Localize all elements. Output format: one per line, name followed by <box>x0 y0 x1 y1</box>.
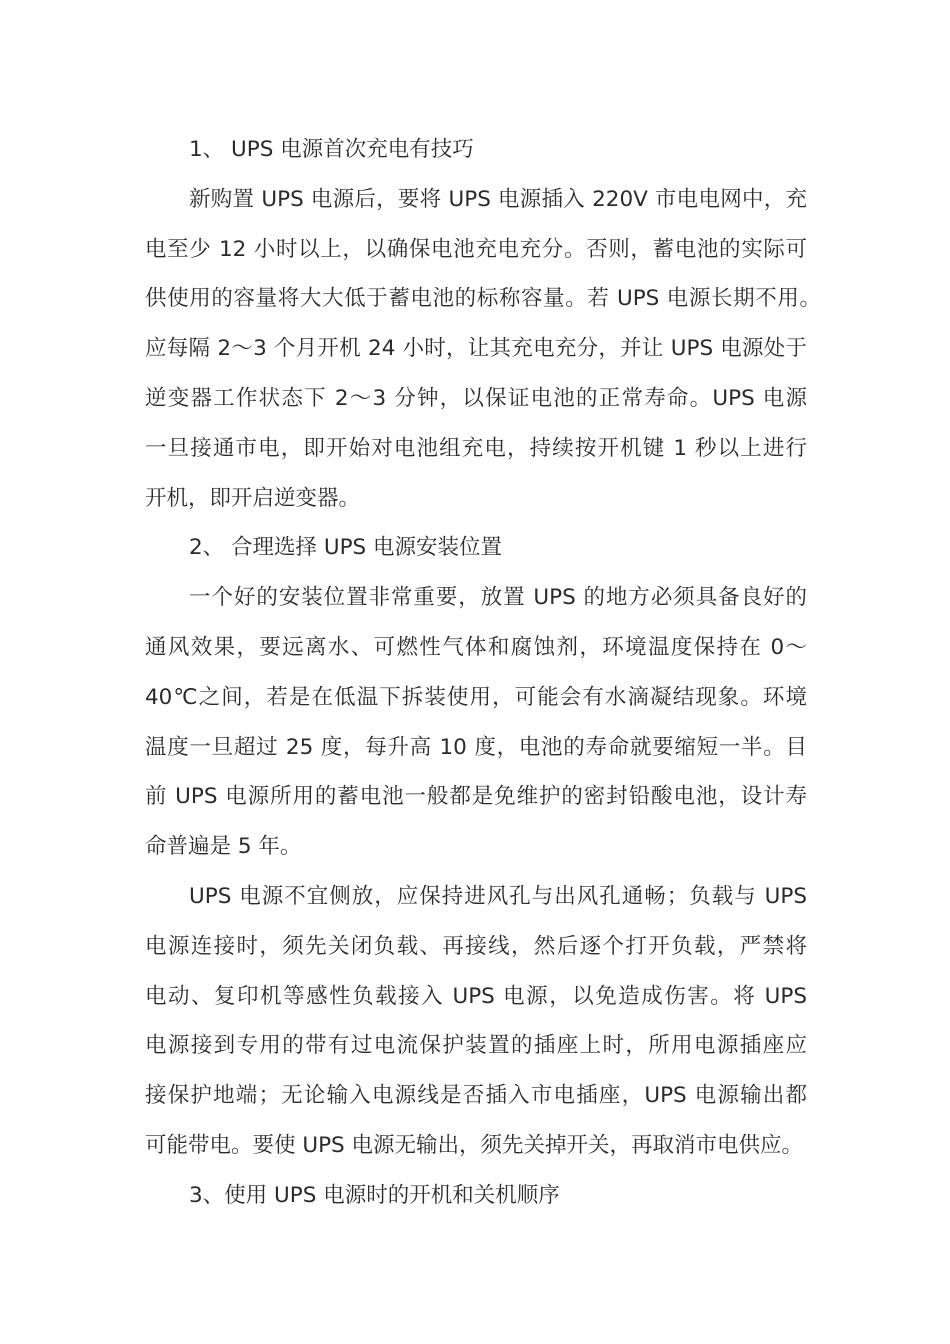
text-line: 通风效果，要远离水、可燃性气体和腐蚀剂，环境温度保持在 0～ <box>145 634 807 660</box>
text-line: 电源接到专用的带有过电流保护装置的插座上时，所用电源插座应 <box>145 1033 807 1059</box>
text-line: 3、使用 UPS 电源时的开机和关机顺序 <box>189 1182 560 1208</box>
text-line: 应每隔 2～3 个月开机 24 小时，让其充电充分，并让 UPS 电源处于 <box>145 336 807 362</box>
text-line: 电动、复印机等感性负载接入 UPS 电源，以免造成伤害。将 UPS <box>145 983 807 1009</box>
body-paragraph <box>145 175 821 524</box>
body-paragraph <box>145 872 807 1171</box>
document-page <box>145 125 821 1221</box>
section-heading <box>145 1171 807 1221</box>
text-line: 供使用的容量将大大低于蓄电池的标称容量。若 UPS 电源长期不用。 <box>145 286 821 312</box>
text-line: 电至少 12 小时以上，以确保电池充电充分。否则，蓄电池的实际可 <box>145 236 807 262</box>
text-line: 接保护地端；无论输入电源线是否插入市电插座，UPS 电源输出都 <box>145 1083 807 1109</box>
text-line: 2、 合理选择 UPS 电源安装位置 <box>189 535 503 561</box>
section-heading <box>145 523 807 573</box>
text-line: 40℃之间，若是在低温下拆装使用，可能会有水滴凝结现象。环境 <box>145 684 807 710</box>
text-line: UPS 电源不宜侧放，应保持进风孔与出风孔通畅；负载与 UPS <box>189 883 807 909</box>
text-line: 一个好的安装位置非常重要，放置 UPS 的地方必须具备良好的 <box>189 585 807 611</box>
text-line: 一旦接通市电，即开始对电池组充电，持续按开机键 1 秒以上进行 <box>145 435 807 461</box>
text-line: 温度一旦超过 25 度，每升高 10 度，电池的寿命就要缩短一半。目 <box>145 734 807 760</box>
text-line: 1、 UPS 电源首次充电有技巧 <box>189 137 474 162</box>
section-heading <box>145 125 807 175</box>
text-line: 前 UPS 电源所用的蓄电池一般都是免维护的密封铅酸电池，设计寿 <box>145 784 807 810</box>
text-line: 开机，即开启逆变器。 <box>145 485 361 511</box>
body-paragraph <box>145 573 807 872</box>
text-line: 逆变器工作状态下 2～3 分钟，以保证电池的正常寿命。UPS 电源 <box>145 385 807 411</box>
text-line: 新购置 UPS 电源后，要将 UPS 电源插入 220V 市电电网中，充 <box>189 186 807 212</box>
text-line: 可能带电。要使 UPS 电源无输出，须先关掉开关，再取消市电供应。 <box>145 1132 804 1158</box>
text-line: 命普遍是 5 年。 <box>145 834 302 860</box>
text-line: 电源连接时，须先关闭负载、再接线，然后逐个打开负载，严禁将 <box>145 933 807 959</box>
